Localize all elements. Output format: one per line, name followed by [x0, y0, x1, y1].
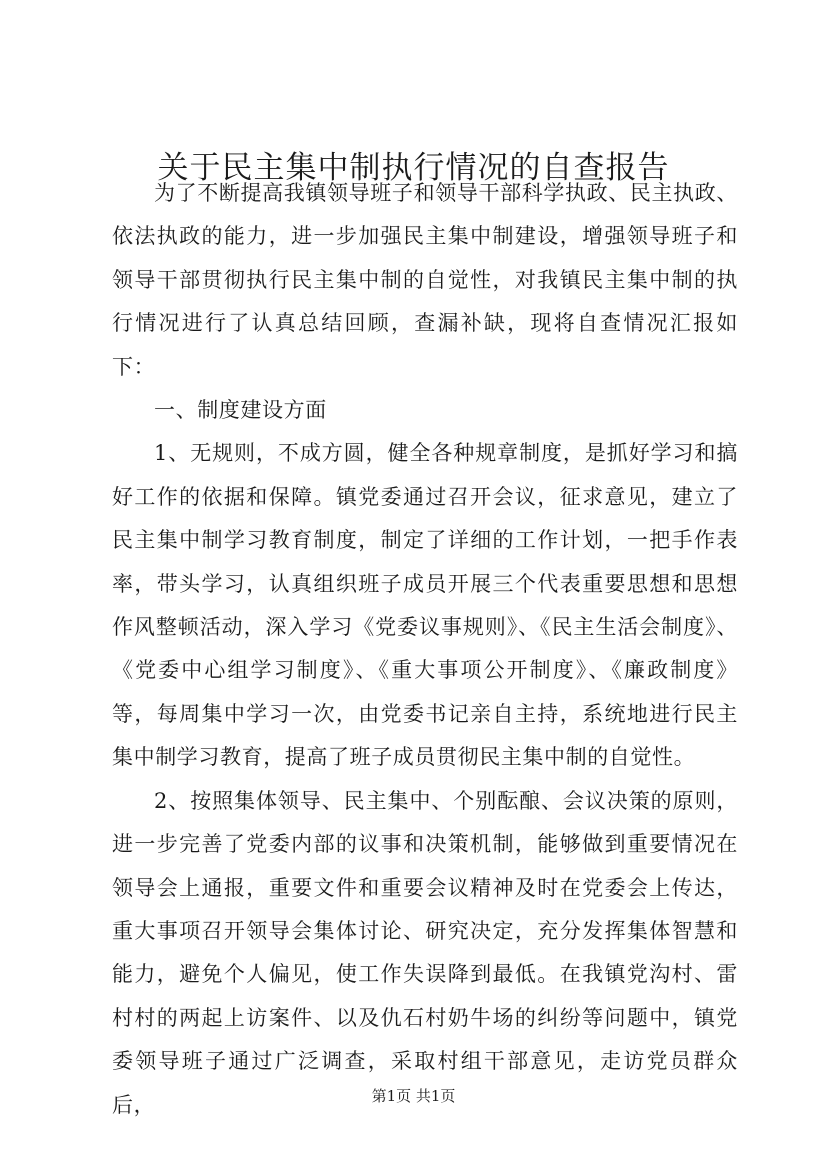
section-heading: 一、制度建设方面: [154, 398, 327, 423]
paragraph-item-2: 2、按照集体领导、民主集中、个别酝酿、会议决策的原则，进一步完善了党委内部的议事和决策机制，能够做到重要情况在领导会上通报，重要文件和重要会议精神及时在党委会上传达，重大事项召开领导会集体讨论、研究决定，充分发挥集体智慧和能力，避免个人偏见，使工作失误降到最低。在我镇党沟村、雷村村的两起上访案件、以及仇石村奶牛场的纠纷等问题中，镇党委领导班子通过广泛调查，采取村组干部意见，走访党员群众后，: [112, 788, 738, 1117]
document-body: [112, 172, 738, 1127]
document-title: 关于民主集中制执行情况的自查报告: [157, 150, 670, 186]
paragraph-intro: 为了不断提高我镇领导班子和领导干部科学执政、民主执政、依法执政的能力，进一步加强民主集中制建设，增强领导班子和领导干部贯彻执行民主集中制的自觉性，对我镇民主集中制的执行情况进行了认真总结回顾，查漏补缺，现将自查情况汇报如下：: [112, 181, 738, 379]
page-number-footer: 第1页 共1页: [371, 1087, 456, 1105]
paragraph-item-1: 1、无规则，不成方圆，健全各种规章制度，是抓好学习和搞好工作的依据和保障。镇党委通过召开会议，征求意见，建立了民主集中制学习教育制度，制定了详细的工作计划，一把手作表率，带头学习，认真组织班子成员开展三个代表重要思想和思想作风整顿活动，深入学习《党委议事规则》、《民主生活会制度》、《党委中心组学习制度》、《重大事项公开制度》、《廉政制度》等，每周集中学习一次，由党委书记亲自主持，系统地进行民主集中制学习教育，提高了班子成员贯彻民主集中制的自觉性。: [112, 441, 738, 770]
